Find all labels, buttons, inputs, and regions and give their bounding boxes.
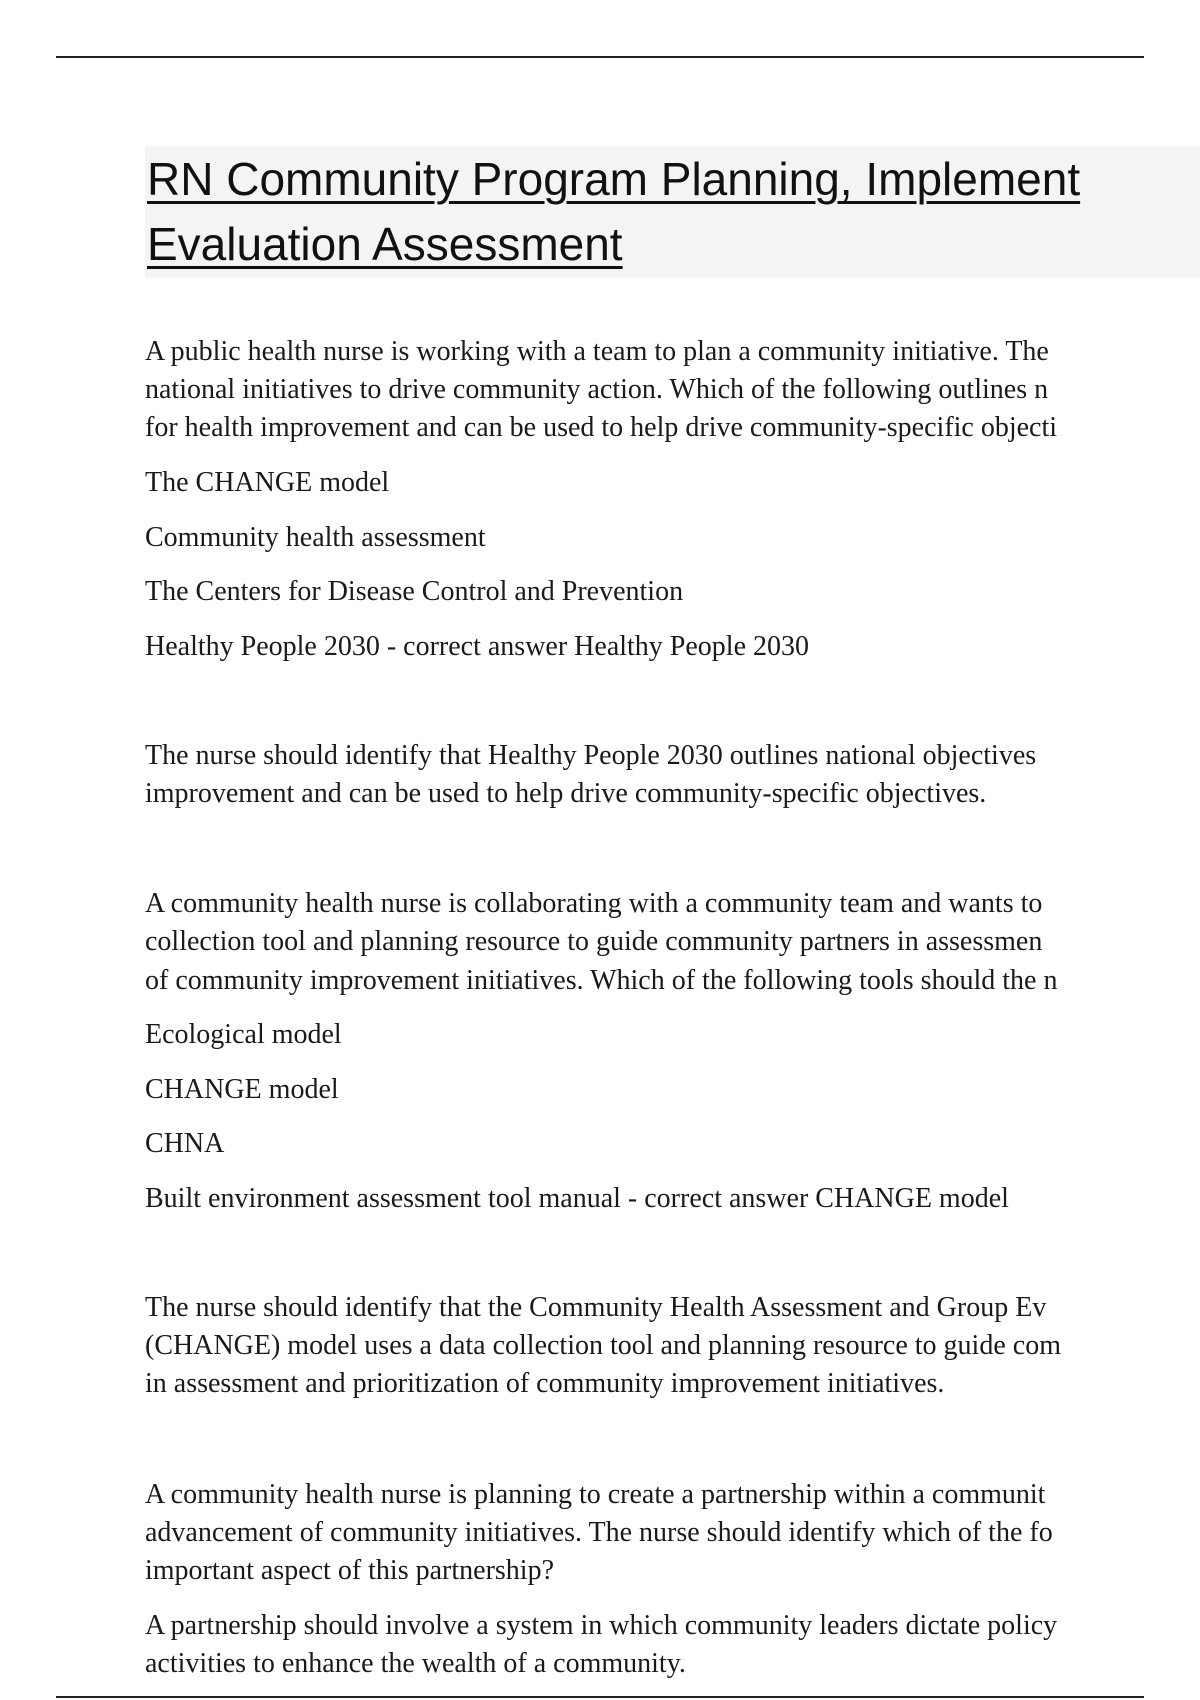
- question-1-stem-line-3: for health improvement and can be used to help drive community-specific objecti: [145, 412, 1058, 443]
- question-2-rationale-line-3: in assessment and prioritization of community improvement initiatives.: [145, 1368, 945, 1399]
- question-2-rationale-line-1: The nurse should identify that the Community Health Assessment and Group Ev: [145, 1292, 1047, 1323]
- question-2-option-4-answer: Built environment assessment tool manual - correct answer CHANGE model: [145, 1183, 1009, 1214]
- question-1-option-1: The CHANGE model: [145, 467, 390, 498]
- top-rule: [56, 56, 1144, 58]
- bottom-rule: [56, 1696, 1144, 1698]
- page-title-line-1: RN Community Program Planning, Implement: [147, 153, 1081, 205]
- page-title-line-2: Evaluation Assessment: [147, 218, 623, 270]
- question-3-stem-line-2: advancement of community initiatives. The nurse should identify which of the fo: [145, 1517, 1053, 1548]
- question-1-option-3: The Centers for Disease Control and Prevention: [145, 576, 684, 607]
- question-2-stem-line-3: of community improvement initiatives. Which of the following tools should the n: [145, 965, 1058, 996]
- question-2-stem-line-1: A community health nurse is collaborating with a community team and wants to: [145, 888, 1043, 919]
- question-2-rationale-line-2: (CHANGE) model uses a data collection tool and planning resource to guide com: [145, 1330, 1061, 1361]
- question-1-rationale-line-1: The nurse should identify that Healthy People 2030 outlines national objectives: [145, 740, 1037, 771]
- question-3-stem-line-3: important aspect of this partnership?: [145, 1555, 554, 1586]
- question-3-option-1-line-2: activities to enhance the wealth of a community.: [145, 1648, 686, 1679]
- question-2-stem-line-2: collection tool and planning resource to guide community partners in assessmen: [145, 926, 1043, 957]
- question-2-option-1: Ecological model: [145, 1019, 342, 1050]
- document-content: [145, 330, 1200, 1696]
- question-1-option-2: Community health assessment: [145, 522, 486, 553]
- question-1-stem-line-1: A public health nurse is working with a team to plan a community initiative. The: [145, 336, 1049, 367]
- title-block: [145, 146, 1200, 278]
- question-2-option-2: CHANGE model: [145, 1074, 339, 1105]
- question-3-stem-line-1: A community health nurse is planning to create a partnership within a communit: [145, 1479, 1046, 1510]
- question-1-rationale-line-2: improvement and can be used to help drive community-specific objectives.: [145, 778, 987, 809]
- question-1-stem-line-2: national initiatives to drive community action. Which of the following outlines n: [145, 374, 1049, 405]
- question-1-option-4-answer: Healthy People 2030 - correct answer Healthy People 2030: [145, 631, 810, 662]
- question-3-option-1-line-1: A partnership should involve a system in which community leaders dictate policy: [145, 1610, 1058, 1641]
- question-2-option-3: CHNA: [145, 1128, 225, 1159]
